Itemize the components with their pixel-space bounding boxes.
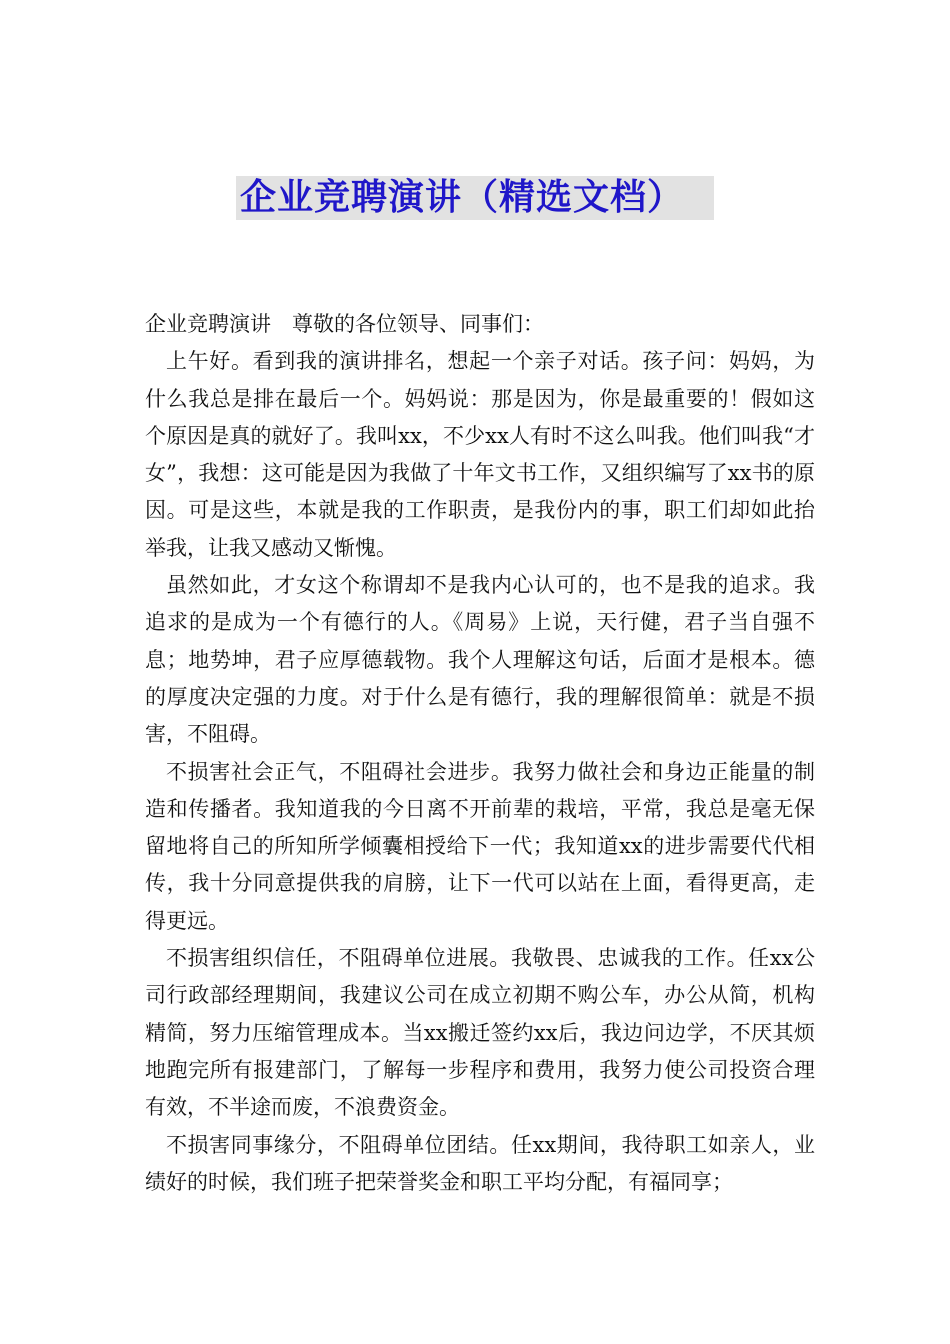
paragraph-intro: 上午好。看到我的演讲排名，想起一个亲子对话。孩子问：妈妈，为什么我总是排在最后一个。妈妈说：那是因为，你是最重要的！假如这个原因是真的就好了。我叫xx，不少xx人有时不这么叫我。他们叫我“才女”，我想：这可能是因为我做了十年文书工作，又组织编写了xx书的原因。可是这些，本就是我的工作职责，是我份内的事，职工们却如此抬举我，让我又感动又惭愧。 — [145, 349, 815, 560]
paragraph-greeting: 企业竞聘演讲 尊敬的各位领导、同事们： — [145, 312, 544, 336]
paragraph-society: 不损害社会正气，不阻碍社会进步。我努力做社会和身边正能量的制造和传播者。我知道我的今日离不开前辈的栽培，平常，我总是毫无保留地将自己的所知所学倾囊相授给下一代；我知道xx的进步需要代代相传，我十分同意提供我的肩膀，让下一代可以站在上面，看得更高，走得更远。 — [145, 759, 815, 933]
paragraph-pursuit: 虽然如此，才女这个称谓却不是我内心认可的，也不是我的追求。我追求的是成为一个有德行的人。《周易》上说，天行健，君子当自强不息；地势坤，君子应厚德载物。我个人理解这句话，后面才是根本。德的厚度决定强的力度。对于什么是有德行，我的理解很简单：就是不损害，不阻碍。 — [145, 573, 815, 747]
document-title: 企业竞聘演讲（精选文档） — [236, 176, 714, 220]
paragraph-colleagues: 不损害同事缘分，不阻碍单位团结。任xx期间，我待职工如亲人，业绩好的时候，我们班子把荣誉奖金和职工平均分配，有福同享； — [145, 1132, 815, 1194]
title-area — [0, 176, 950, 220]
paragraph-organization: 不损害组织信任，不阻碍单位进展。我敬畏、忠诚我的工作。任xx公司行政部经理期间，我建议公司在成立初期不购公车，办公从简，机构精简，努力压缩管理成本。当xx搬迁签约xx后，我边问边学，不厌其烦地跑完所有报建部门，了解每一步程序和费用，我努力使公司投资合理有效，不半途而废，不浪费资金。 — [145, 946, 815, 1120]
document-body — [145, 306, 815, 1201]
